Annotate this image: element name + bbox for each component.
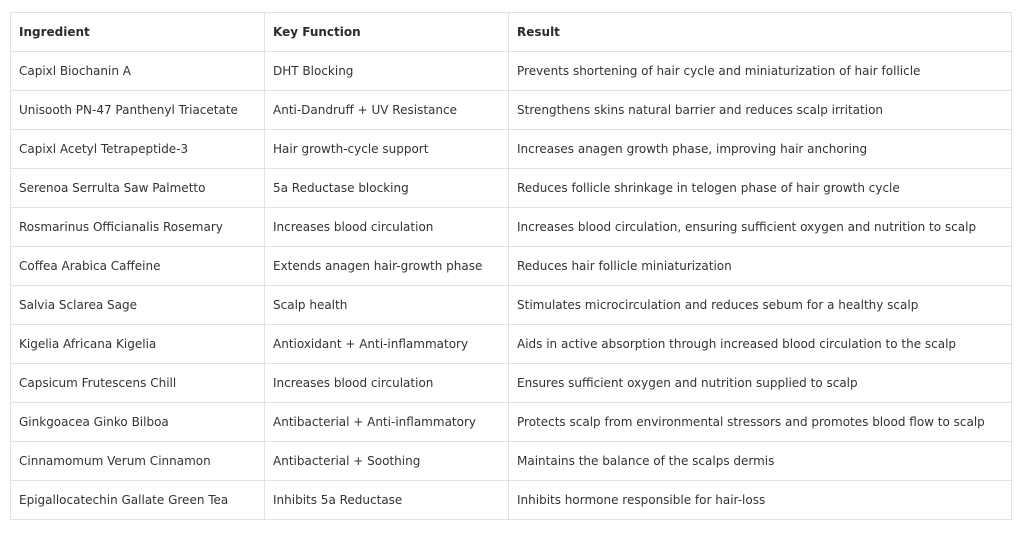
table-row — [11, 169, 1012, 208]
key-function-cell: DHT Blocking — [265, 52, 509, 91]
table-header — [11, 13, 1012, 52]
ingredient-cell: Rosmarinus Officianalis Rosemary — [11, 208, 265, 247]
ingredient-cell: Capixl Acetyl Tetrapeptide-3 — [11, 130, 265, 169]
table-row — [11, 325, 1012, 364]
table-row — [11, 52, 1012, 91]
ingredient-cell: Epigallocatechin Gallate Green Tea — [11, 481, 265, 520]
table-row — [11, 481, 1012, 520]
ingredient-cell: Ginkgoacea Ginko Bilboa — [11, 403, 265, 442]
result-cell: Increases anagen growth phase, improving hair anchoring — [509, 130, 1012, 169]
ingredient-cell: Coffea Arabica Caffeine — [11, 247, 265, 286]
result-cell: Increases blood circulation, ensuring sufficient oxygen and nutrition to scalp — [509, 208, 1012, 247]
key-function-cell: 5a Reductase blocking — [265, 169, 509, 208]
key-function-cell: Hair growth-cycle support — [265, 130, 509, 169]
ingredient-cell: Serenoa Serrulta Saw Palmetto — [11, 169, 265, 208]
header-row — [11, 13, 1012, 52]
result-cell: Prevents shortening of hair cycle and miniaturization of hair follicle — [509, 52, 1012, 91]
table-row — [11, 364, 1012, 403]
table-row — [11, 130, 1012, 169]
header-result: Result — [509, 13, 1012, 52]
ingredient-cell: Capsicum Frutescens Chill — [11, 364, 265, 403]
table-row — [11, 208, 1012, 247]
result-cell: Ensures sufficient oxygen and nutrition supplied to scalp — [509, 364, 1012, 403]
ingredient-table-container — [10, 12, 1011, 520]
ingredient-cell: Unisooth PN-47 Panthenyl Triacetate — [11, 91, 265, 130]
table-row — [11, 247, 1012, 286]
key-function-cell: Antibacterial + Anti-inflammatory — [265, 403, 509, 442]
result-cell: Aids in active absorption through increased blood circulation to the scalp — [509, 325, 1012, 364]
result-cell: Reduces hair follicle miniaturization — [509, 247, 1012, 286]
table-row — [11, 286, 1012, 325]
ingredient-cell: Salvia Sclarea Sage — [11, 286, 265, 325]
table-row — [11, 91, 1012, 130]
result-cell: Reduces follicle shrinkage in telogen phase of hair growth cycle — [509, 169, 1012, 208]
ingredient-cell: Capixl Biochanin A — [11, 52, 265, 91]
header-ingredient: Ingredient — [11, 13, 265, 52]
key-function-cell: Antioxidant + Anti-inflammatory — [265, 325, 509, 364]
ingredient-cell: Cinnamomum Verum Cinnamon — [11, 442, 265, 481]
key-function-cell: Scalp health — [265, 286, 509, 325]
key-function-cell: Increases blood circulation — [265, 364, 509, 403]
result-cell: Inhibits hormone responsible for hair-loss — [509, 481, 1012, 520]
ingredient-table — [10, 12, 1012, 520]
table-body — [11, 52, 1012, 520]
ingredient-cell: Kigelia Africana Kigelia — [11, 325, 265, 364]
key-function-cell: Increases blood circulation — [265, 208, 509, 247]
key-function-cell: Anti-Dandruff + UV Resistance — [265, 91, 509, 130]
result-cell: Strengthens skins natural barrier and reduces scalp irritation — [509, 91, 1012, 130]
result-cell: Maintains the balance of the scalps dermis — [509, 442, 1012, 481]
table-row — [11, 403, 1012, 442]
table-row — [11, 442, 1012, 481]
key-function-cell: Extends anagen hair-growth phase — [265, 247, 509, 286]
key-function-cell: Antibacterial + Soothing — [265, 442, 509, 481]
result-cell: Protects scalp from environmental stressors and promotes blood flow to scalp — [509, 403, 1012, 442]
header-key-function: Key Function — [265, 13, 509, 52]
result-cell: Stimulates microcirculation and reduces sebum for a healthy scalp — [509, 286, 1012, 325]
key-function-cell: Inhibits 5a Reductase — [265, 481, 509, 520]
